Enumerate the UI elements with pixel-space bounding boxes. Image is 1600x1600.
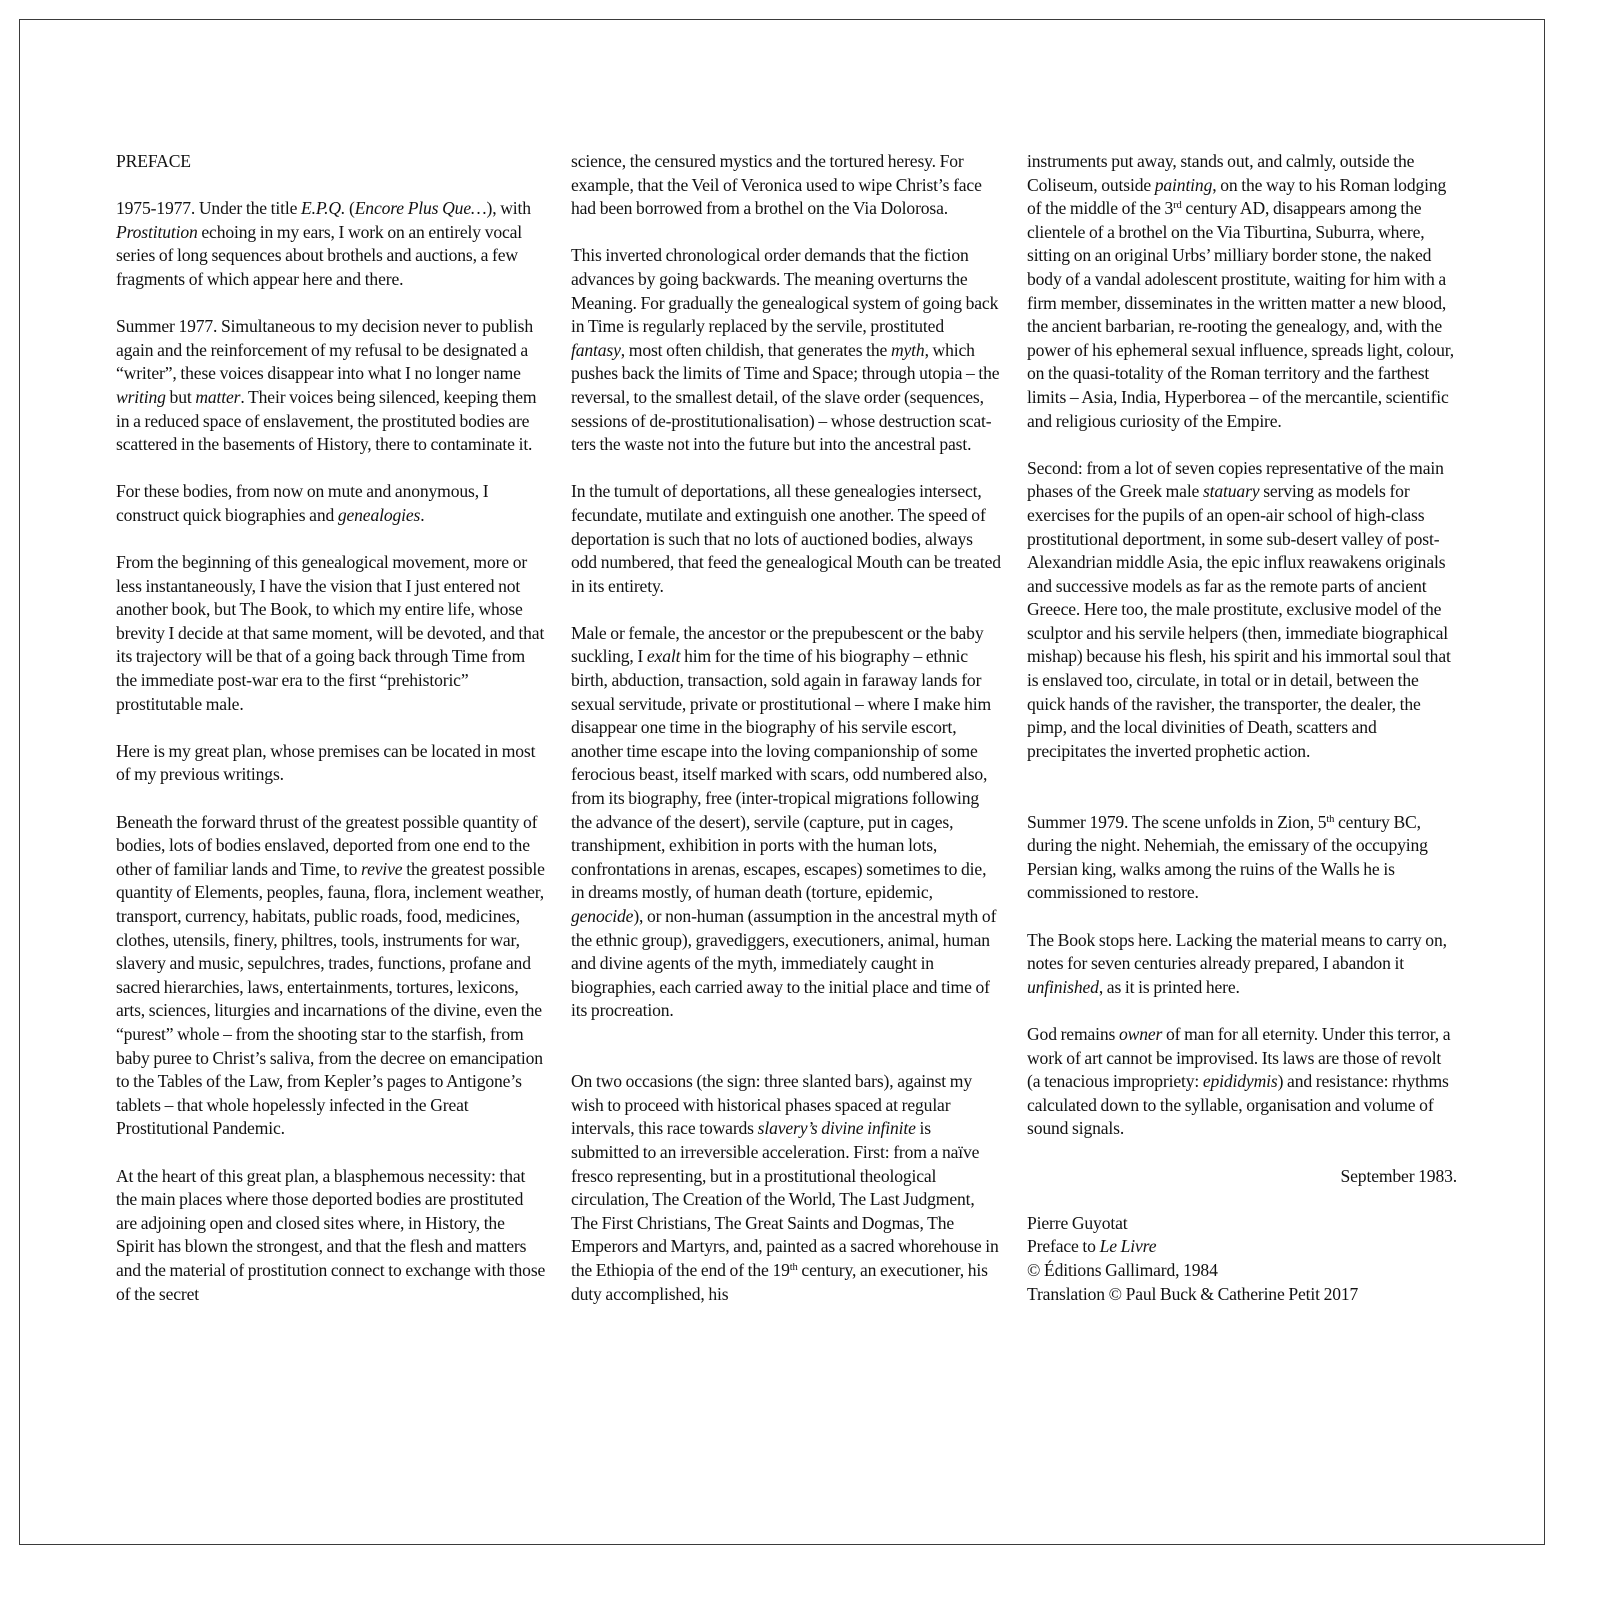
paragraph-statuary: Second: from a lot of seven copies representative of the main phases of the Greek male statuary serving as models for exercises for the pupils of an open-air school of high-class prostitutional deportment, in some sub-desert valley of post-Alexandrian middle Asia, the epic influx reawakens originals and successive models as far as the remote parts of ancient Greece. Here too, the male prostitute, exclusive model of the sculptor and his servile helpers (then, immediate biographical mishap) because his flesh, his spirit and his immortal soul that is enslaved too, circulate, in total or in detail, between the quick hands of the ravisher, the transporter, the dealer, the pimp, and the local divinities of Death, scatters and precipitates the inverted prophetic action. bbox=[1027, 457, 1451, 761]
credits: Pierre Guyotat Preface to Le Livre © Éditions Gallimard, 1984 Translation © Paul Buck & Catherine Petit 2017 bbox=[1027, 1212, 1359, 1304]
paragraph-genealogies: For these bodies, from now on mute and anonymous, I construct quick biographies and genealogies. bbox=[116, 481, 489, 525]
publisher-line: © Éditions Gallimard, 1984 bbox=[1027, 1259, 1218, 1280]
paragraph-great-plan: Here is my great plan, whose premises can be located in most of my previous writings. bbox=[116, 740, 536, 785]
paragraph-book-stops: The Book stops here. Lacking the material means to carry on, notes for seven centuries already prepared, I abandon it unfinished, as it is printed here. bbox=[1027, 929, 1447, 997]
author-name: Pierre Guyotat bbox=[1027, 1212, 1128, 1233]
paragraph-god-remains: God remains owner of man for all eternity. Under this terror, a work of art cannot be improvised. Its laws are those of revolt (a tenacious impropriety: epididymis) and resistance: rhythms calculated down to the syllable, organisation and volume of sound signals. bbox=[1027, 1023, 1451, 1139]
paragraph-heart-of-plan: At the heart of this great plan, a blasphemous necessity: that the main places where those deported bodies are prostituted are adjoining open and closed sites where, in History, the Spirit has blown the strongest, and that the flesh and matters and the material of prostitution connect to exchange with those of the secret bbox=[116, 1165, 546, 1304]
paragraph-inverted-order: This inverted chronological order demands that the fiction advances by going backwards. The meaning overturns the Meaning. For gradually the genealogical system of going back in Time is regularly replaced by the servile, prostituted fantasy, most often childish, that generates the myth, which pushes back the limits of Time and Space; through utopia – the reversal, to the smallest detail, of the slave order (sequences, sessions of de-prostitutionalisation) – whose destruction scatters the waste not into the future but into the ancestral past. bbox=[571, 245, 1000, 455]
paragraph-the-book: From the beginning of this genealogical movement, more or less instantaneously, I have the vision that I just entered not another book, but The Book, to which my entire life, whose brevity I decide at that same moment, will be devoted, and that its trajectory will be that of a going back through Time from the immediate post-war era to the first “prehistoric” prostitutable male. bbox=[116, 552, 545, 714]
paragraph-veronica: science, the censured mystics and the tortured heresy. For example, that the Veil of Veronica used to wipe Christ’s face had been borrowed from a brothel on the Via Dolorosa. bbox=[571, 151, 982, 219]
column-2 bbox=[571, 150, 1001, 1306]
date-line: September 1983. bbox=[1340, 1165, 1457, 1186]
paragraph-summer-1977: Summer 1977. Simultaneous to my decision never to publish again and the reinforcement of my refusal to be designated a “writer”, these voices disappear into what I no longer name writing but matter. Their voices being silenced, keeping them in a reduced space of enslavement, the prostituted bodies are scattered in the basements of History, there to contaminate it. bbox=[116, 316, 537, 455]
paragraph-coliseum: instruments put away, stands out, and calmly, outside the Coliseum, outside painting, on the way to his Roman lodging of the middle of the 3rd century AD, disappears among the clientele of a brothel on the Via Tiburtina, Suburra, where, sitting on an original Urbs’ milliary border stone, the naked body of a vandal adolescent prostitute, waiting for him with a firm member, disseminates in the written matter a new blood, the ancient barbarian, re-rooting the genealogy, and, with the power of his ephemeral sexual influence, spreads light, colour, on the quasi-totality of the Roman territory and the farthest limits – Asia, India, Hyperborea – of the mercantile, scientific and religious curiosity of the Empire. bbox=[1027, 151, 1455, 431]
book-title: Le Livre bbox=[1099, 1236, 1157, 1257]
paragraph-summer-1979: Summer 1979. The scene unfolds in Zion, 5th century BC, during the night. Nehemiah, the emissary of the occupying Persian king, walks among the ruins of the Walls he is commissioned to restore. bbox=[1027, 811, 1428, 903]
paragraph-deportations: In the tumult of deportations, all these genealogies intersect, fecundate, mutilate and extinguish one another. The speed of deportation is such that no lots of auctioned bodies, always odd numbered, that feed the genealogical Mouth can be treated in its entirety. bbox=[571, 481, 1001, 596]
translation-line: Translation © Paul Buck & Catherine Petit 2017 bbox=[1027, 1283, 1359, 1304]
paragraph-male-or-female: Male or female, the ancestor or the prepubescent or the baby suckling, I exalt him for the time of his biography – ethnic birth, abduction, transaction, sold again in faraway lands for sexual servitude, private or prostitutional – where I make him disappear one time in the biography of his servile escort, another time escape into the loving companionship of some ferocious beast, itself marked with scars, odd numbered also, from its biography, free (inter-tropical migrations following the advance of the desert), servile (capture, put in cages, transhipment, exhibition in ports with the human lots, confrontations in arenas, escapes, escapes) sometimes to die, in dreams mostly, of human death (torture, epidemic, genocide), or non-human (assumption in the ancestral myth of the ethnic group), gravediggers, executioners, animal, human and divine agents of the myth, immediately caught in biographies, each carried away to the initial place and time of its procreation. bbox=[571, 622, 997, 1021]
paragraph-forward-thrust: Beneath the forward thrust of the greatest possible quantity of bodies, lots of bodies enslaved, deported from one end to the other of familiar lands and Time, to revive the greatest possible quantity of Elements, peoples, fauna, flora, inclement weather, transport, currency, habitats, public roads, food, medicines, clothes, utensils, finery, philtres, tools, instruments for war, slavery and music, sepulchres, trades, functions, profane and sacred hierarchies, laws, entertainments, tortures, lexicons, arts, sciences, liturgies and incarnations of the divine, even the “purest” whole – from the shooting star to the starfish, from baby puree to Christ’s saliva, from the decree on emancipation to the Tables of the Law, from Kepler’s pages to Antigone’s tablets – that whole hopelessly infected in the Great Prostitutional Pandemic. bbox=[116, 811, 545, 1139]
preface-title: PREFACE bbox=[116, 151, 191, 171]
paragraph-two-occasions: On two occasions (the sign: three slanted bars), against my wish to proceed with historical phases spaced at regular intervals, this race towards slavery’s divine infinite is submitted to an irreversible acceleration. First: from a naïve fresco representing, but in a prostitutional theological circulation, The Creation of the World, The Last Judgment, The First Christians, The Great Saints and Dogmas, The Emperors and Martyrs, and, painted as a sacred whorehouse in the Ethiopia of the end of the 19th century, an executioner, his duty accomplished, his bbox=[571, 1071, 999, 1304]
column-1 bbox=[116, 150, 546, 1306]
paragraph-1975: 1975-1977. Under the title E.P.Q. (Encore Plus Que…), with Prostitution echoing in my ears, I work on an entirely vocal series of long sequences about brothels and auctions, a few fragments of which appear here and there. bbox=[116, 198, 531, 289]
column-3 bbox=[1027, 150, 1457, 1306]
